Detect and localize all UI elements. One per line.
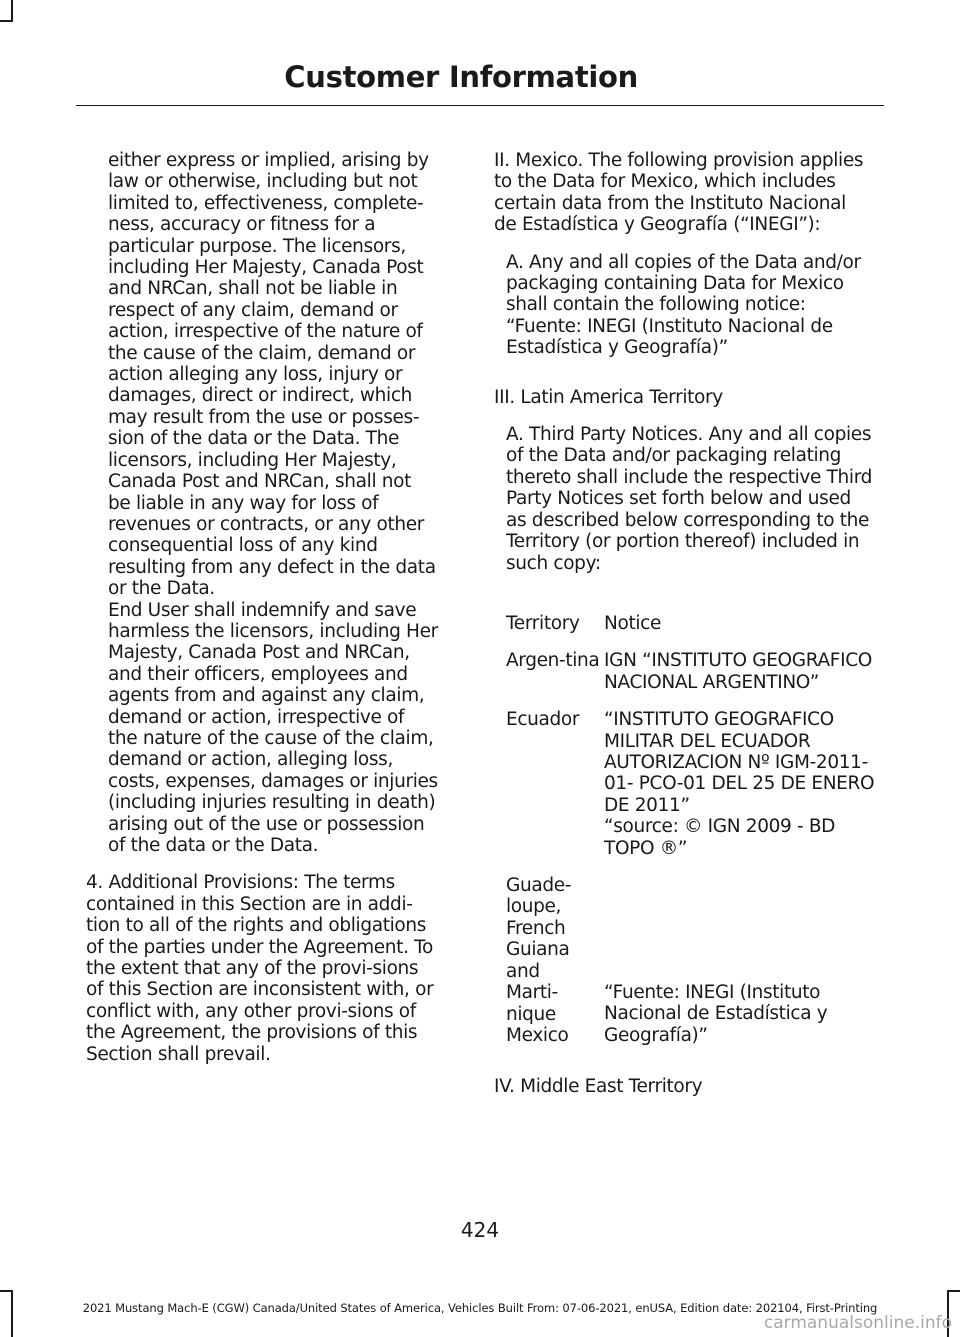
- mexico-notice-paragraph: A. Any and all copies of the Data and/or packaging containing Data for Mexico shall contain the following notice: “Fuente: INEGI (Instituto Nacional de Estadística y Geografía)”: [506, 251, 861, 359]
- crop-mark-top-left: [0, 20, 13, 22]
- watermark: carmanualsonline.info: [763, 1313, 952, 1333]
- header-divider: [76, 105, 884, 106]
- page-title: Customer Information: [284, 60, 638, 94]
- middle-east-heading: IV. Middle East Territory: [494, 1076, 703, 1097]
- notice-cell: “Fuente: INEGI (Instituto Nacional de Estadística y Geografía)”: [604, 982, 828, 1046]
- indemnity-paragraph: End User shall indemnify and save harmless the licensors, including Her Majesty, Canada Post and NRCan, and their officers, employees and agents from and against any claim, demand or action, irrespective of the nature of the cause of the claim, demand or action, alleging loss, costs, expenses, damages or injuries (including injuries resulting in death) arising out of the use or possession of the data or the Data.: [108, 599, 438, 856]
- territory-cell: Ecuador: [506, 709, 580, 731]
- page-number: 424: [460, 1218, 500, 1242]
- footer-text: 2021 Mustang Mach-E (CGW) Canada/United States of America, Vehicles Built From: 07-06-2021, enUSA, Edition date: 202104, First-Printing: [82, 1301, 878, 1315]
- notice-cell: IGN “INSTITUTO GEOGRAFICO NACIONAL ARGENTINO”: [604, 650, 872, 693]
- crop-mark-bottom-right: [947, 1290, 960, 1292]
- notice-header: Notice: [604, 613, 662, 634]
- latam-heading: III. Latin America Territory: [494, 386, 723, 408]
- left-column: [86, 150, 438, 1065]
- table-row: [506, 875, 876, 1046]
- right-column: [494, 150, 872, 574]
- disclaimer-paragraph: either express or implied, arising by law or otherwise, including but not limited to, effectiveness, complete-ness, accuracy or fitness for a particular purpose. The licensors, including Her Majesty, Canada Post and NRCan, shall not be liable in respect of any claim, demand or action, irrespective of the nature of the cause of the claim, demand or action alleging any loss, injury or damages, direct or indirect, which may result from the use or posses-sion of the data or the Data. The licensors, including Her Majesty, Canada Post and NRCan, shall not be liable in any way for loss of revenues or contracts, or any other consequential loss of any kind resulting from any defect in the data or the Data.: [108, 150, 436, 600]
- table-row: [506, 709, 876, 816]
- latam-notice-paragraph: A. Third Party Notices. Any and all copies of the Data and/or packaging relating thereto shall include the respective Third Party Notices set forth below and used as described below corresponding to the Territory (or portion thereof) included in such copy:: [506, 424, 873, 574]
- territory-header: Territory: [506, 613, 580, 634]
- territory-cell: Guade-loupe, French Guiana and Marti-nique Mexico: [506, 875, 572, 1046]
- table-row: [506, 816, 876, 859]
- crop-mark-bottom-left: [0, 1290, 13, 1292]
- territory-notice-table: [506, 613, 876, 1062]
- crop-mark-top-left: [11, 0, 13, 20]
- table-row: [506, 650, 876, 693]
- territory-cell: Argen-tina: [506, 650, 600, 672]
- notice-cell: “source: © IGN 2009 - BD TOPO ®”: [604, 816, 836, 859]
- table-header-row: [506, 613, 876, 634]
- mexico-heading: II. Mexico. The following provision applies to the Data for Mexico, which includes certain data from the Instituto Nacional de Estadística y Geografía (“INEGI”):: [494, 150, 864, 236]
- notice-cell: “INSTITUTO GEOGRAFICO MILITAR DEL ECUADOR AUTORIZACION Nº IGM-2011-01- PCO-01 DEL 25 DE ENERO DE 2011”: [604, 709, 875, 816]
- additional-provisions-paragraph: 4. Additional Provisions: The terms contained in this Section are in addi-tion to all of the rights and obligations of the parties under the Agreement. To the extent that any of the provi-sions of this Section are inconsistent with, or conflict with, any other provi-sions of the Agreement, the provisions of this Section shall prevail.: [86, 872, 434, 1065]
- territory-cell: [506, 816, 604, 859]
